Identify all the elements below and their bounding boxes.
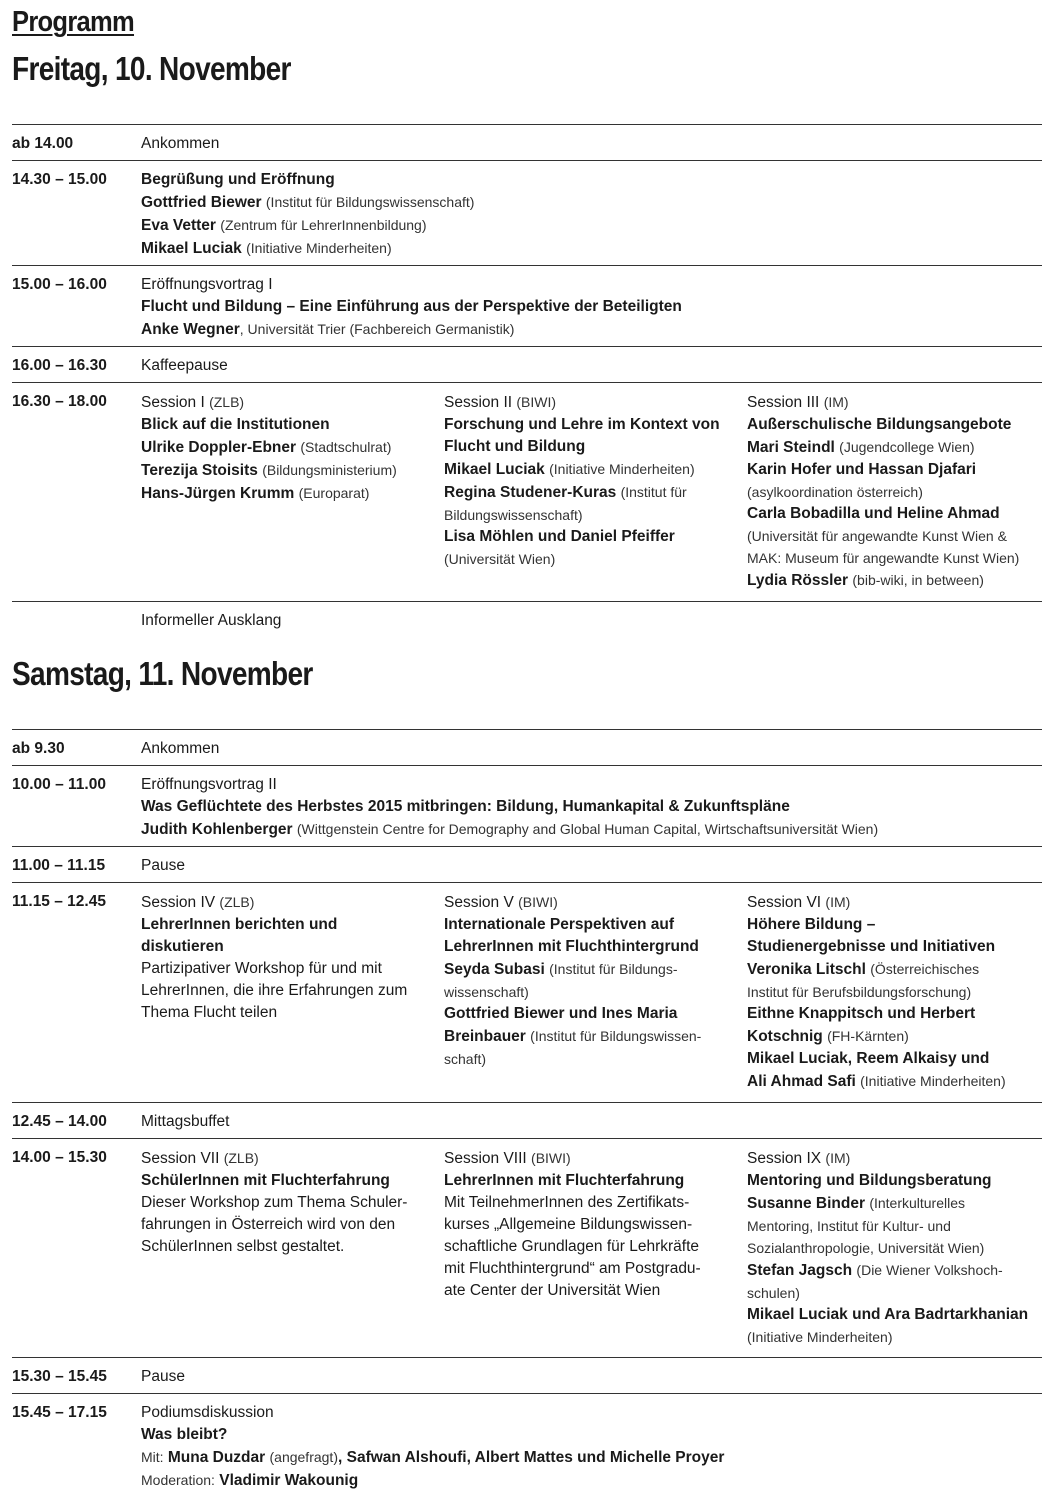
row-title: Was Geflüchtete des Herbstes 2015 mitbringen: Bildung, Humankapital & Zukunftspläne (141, 798, 790, 815)
row-label: Podiumsdiskussion (141, 1404, 274, 1421)
session-title: Studienergebnisse und Initiativen (747, 938, 996, 955)
schedule-row (12, 1357, 1042, 1393)
speaker-org: (Interkulturelles (869, 1195, 966, 1211)
row-text: Kaffeepause (141, 357, 228, 374)
speaker-name: Mikael Luciak und Ara Badrtarkhanian (747, 1306, 1029, 1323)
session-column (747, 1147, 1050, 1348)
session-title: Forschung und Lehre im Kontext von (444, 416, 720, 433)
speaker-org: (Wittgenstein Centre for Demography and Global Human Capital, Wirtschaftsuniversität Wien) (296, 821, 879, 837)
day1-schedule (12, 124, 1042, 637)
row-label: Eröffnungsvortrag I (141, 276, 273, 293)
session-description: ate Center der Universität Wien (444, 1282, 661, 1299)
row-title: Flucht und Bildung – Eine Einführung aus der Perspektive der Beteiligten (141, 298, 682, 315)
session-description: fahrungen in Österreich wird von den (141, 1216, 396, 1233)
session-label: Session III (747, 394, 820, 411)
speaker-org: schulen) (747, 1285, 800, 1301)
panel-prefix: Mit: (141, 1449, 164, 1465)
session-column (141, 391, 444, 592)
schedule-row (12, 846, 1042, 882)
speaker-org: Sozialanthropologie, Universität Wien) (747, 1240, 985, 1256)
speaker-org: (Initiative Minderheiten) (549, 461, 695, 477)
session-label: Session IV (141, 894, 216, 911)
row-time: 15.45 – 17.15 (12, 1404, 107, 1421)
speaker-name: Mikael Luciak (444, 461, 545, 478)
speaker-name: Lisa Möhlen und Daniel Pfeiffer (444, 528, 675, 545)
speaker-name: Muna Duzdar (167, 1449, 266, 1466)
row-text: Pause (141, 857, 185, 874)
session-title: Höhere Bildung – (747, 916, 876, 933)
speaker-org: (Zentrum für LehrerInnenbildung) (220, 217, 427, 233)
session-description: mit Fluchthintergrund“ am Postgradu- (444, 1260, 701, 1277)
speaker-name: Veronika Litschl (747, 961, 866, 978)
session-description: Partizipativer Workshop für und mit (141, 960, 382, 977)
session-column (141, 891, 444, 1093)
session-code: (ZLB) (219, 894, 255, 910)
speaker-name: Regina Studener-Kuras (444, 484, 617, 501)
speaker-org: , Universität Trier (Fachbereich Germanistik) (239, 321, 515, 337)
schedule-row (12, 346, 1042, 382)
session-title: LehrerInnen berichten und (141, 916, 338, 933)
session-title: diskutieren (141, 938, 224, 955)
speaker-org: (Universität Wien) (444, 551, 556, 567)
session-title: Internationale Perspektiven auf (444, 916, 674, 933)
speaker-name: Ali Ahmad Safi (747, 1073, 856, 1090)
day1-title: Freitag, 10. November (12, 50, 291, 87)
speaker-name: Gottfried Biewer und Ines Maria (444, 1005, 678, 1022)
speaker-org: (Universität für angewandte Kunst Wien & (747, 528, 1007, 544)
speaker-org: (Initiative Minderheiten) (747, 1329, 893, 1345)
speaker-name: Gottfried Biewer (141, 194, 262, 211)
schedule-row (12, 382, 1042, 601)
speaker-name: Mari Steindl (747, 439, 835, 456)
speaker-name: Safwan Alshoufi, Albert Mattes und Michelle Proyer (346, 1449, 725, 1466)
separator: , (337, 1449, 343, 1466)
session-description: Mit TeilnehmerInnen des Zertifikats- (444, 1194, 690, 1211)
session-title: LehrerInnen mit Fluchterfahrung (444, 1172, 685, 1189)
session-label: Session VII (141, 1150, 220, 1167)
speaker-name: Karin Hofer und Hassan Djafari (747, 461, 977, 478)
moderation-prefix: Moderation: (141, 1472, 215, 1488)
session-column (444, 391, 747, 592)
speaker-org: wissenschaft) (444, 984, 529, 1000)
speaker-org: (Bildungsministerium) (262, 462, 397, 478)
session-description: Thema Flucht teilen (141, 1004, 278, 1021)
speaker-name: Eva Vetter (141, 217, 216, 234)
session-description: Dieser Workshop zum Thema Schuler- (141, 1194, 408, 1211)
speaker-name: Seyda Subasi (444, 961, 545, 978)
session-code: (ZLB) (209, 394, 245, 410)
row-title: Was bleibt? (141, 1426, 228, 1443)
speaker-org: Institut für Berufsbildungsforschung) (747, 984, 972, 1000)
row-text: Informeller Ausklang (141, 612, 282, 629)
schedule-row (12, 765, 1042, 846)
moderator-name: Vladimir Wakounig (219, 1472, 359, 1489)
day2-title: Samstag, 11. November (12, 655, 313, 692)
speaker-name: Anke Wegner (141, 321, 240, 338)
session-title: LehrerInnen mit Fluchthintergrund (444, 938, 699, 955)
speaker-org: (Initiative Minderheiten) (860, 1073, 1006, 1089)
session-label: Session II (444, 394, 513, 411)
session-column (747, 891, 1050, 1093)
speaker-name: Mikael Luciak (141, 240, 242, 257)
speaker-org: (Institut für (620, 484, 687, 500)
schedule-row (12, 882, 1042, 1102)
speaker-name: Stefan Jagsch (747, 1262, 853, 1279)
speaker-org: schaft) (444, 1051, 487, 1067)
session-description: LehrerInnen, die ihre Erfahrungen zum (141, 982, 408, 999)
row-text: Mittagsbuffet (141, 1113, 230, 1130)
speaker-org: (Institut für Bildungswissenschaft) (265, 194, 475, 210)
session-code: (BIWI) (518, 894, 558, 910)
speaker-org: (Die Wiener Volkshoch- (856, 1262, 1003, 1278)
speaker-name: Hans-Jürgen Krumm (141, 485, 295, 502)
row-time: 12.45 – 14.00 (12, 1113, 107, 1130)
session-title: Mentoring und Bildungsberatung (747, 1172, 992, 1189)
row-time: 11.00 – 11.15 (12, 857, 106, 874)
schedule-row (12, 601, 1042, 637)
speaker-name: Eithne Knappitsch und Herbert (747, 1005, 976, 1022)
session-code: (BIWI) (531, 1150, 571, 1166)
row-time: ab 9.30 (12, 740, 65, 757)
speaker-note: (angefragt) (269, 1449, 338, 1465)
speaker-org: (Stadtschulrat) (300, 439, 392, 455)
schedule-row (12, 1138, 1042, 1357)
row-time: 15.30 – 15.45 (12, 1368, 107, 1385)
session-label: Session VIII (444, 1150, 527, 1167)
schedule-row (12, 124, 1042, 160)
speaker-org: (Österreichisches (870, 961, 980, 977)
session-description: kurses „Allgemeine Bildungswissen- (444, 1216, 693, 1233)
session-title: Blick auf die Institutionen (141, 416, 330, 433)
row-time: ab 14.00 (12, 135, 74, 152)
session-title: SchülerInnen mit Fluchterfahrung (141, 1172, 390, 1189)
schedule-row (12, 729, 1042, 765)
speaker-org: (Initiative Minderheiten) (246, 240, 392, 256)
row-time: 16.30 – 18.00 (12, 393, 107, 410)
schedule-row (12, 160, 1042, 265)
schedule-row (12, 265, 1042, 346)
speaker-org: (FH-Kärnten) (827, 1028, 909, 1044)
speaker-org: (bib-wiki, in between) (852, 572, 984, 588)
session-code: (ZLB) (223, 1150, 259, 1166)
session-description: schaftliche Grundlagen für Lehrkräfte (444, 1238, 700, 1255)
session-description: SchülerInnen selbst gestaltet. (141, 1238, 345, 1255)
row-label: Eröffnungsvortrag II (141, 776, 277, 793)
session-column (444, 1147, 747, 1348)
row-time: 16.00 – 16.30 (12, 357, 107, 374)
speaker-org: Bildungswissenschaft) (444, 507, 583, 523)
row-time: 14.30 – 15.00 (12, 171, 107, 188)
speaker-name: Susanne Binder (747, 1195, 865, 1212)
speaker-name: Kotschnig (747, 1028, 823, 1045)
row-time: 14.00 – 15.30 (12, 1149, 107, 1166)
session-code: (IM) (825, 894, 851, 910)
row-time: 10.00 – 11.00 (12, 776, 106, 793)
schedule-row (12, 1393, 1042, 1497)
speaker-org: (Institut für Bildungs- (549, 961, 678, 977)
session-column (141, 1147, 444, 1348)
speaker-org: (Jugendcollege Wien) (839, 439, 975, 455)
session-column (747, 391, 1050, 592)
speaker-name: Breinbauer (444, 1028, 526, 1045)
session-title: Flucht und Bildung (444, 438, 586, 455)
session-label: Session V (444, 894, 514, 911)
row-title: Begrüßung und Eröffnung (141, 171, 335, 188)
session-code: (BIWI) (516, 394, 557, 410)
speaker-name: Ulrike Doppler-Ebner (141, 439, 297, 456)
day2-schedule (12, 729, 1042, 1497)
speaker-name: Mikael Luciak, Reem Alkaisy und (747, 1050, 990, 1067)
session-label: Session IX (747, 1150, 822, 1167)
program-heading: Programm (12, 6, 135, 38)
session-label: Session I (141, 394, 205, 411)
session-code: (IM) (825, 1150, 851, 1166)
row-text: Pause (141, 1368, 185, 1385)
row-text: Ankommen (141, 135, 220, 152)
speaker-name: Lydia Rössler (747, 572, 849, 589)
session-title: Außerschulische Bildungsangebote (747, 416, 1012, 433)
schedule-row (12, 1102, 1042, 1138)
session-label: Session VI (747, 894, 822, 911)
session-column (444, 891, 747, 1093)
row-time: 11.15 – 12.45 (12, 893, 106, 910)
session-code: (IM) (823, 394, 849, 410)
speaker-name: Terezija Stoisits (141, 462, 258, 479)
speaker-name: Judith Kohlenberger (141, 821, 293, 838)
speaker-name: Carla Bobadilla und Heline Ahmad (747, 505, 1000, 522)
speaker-org: (Institut für Bildungswissen- (530, 1028, 702, 1044)
speaker-org: MAK: Museum für angewandte Kunst Wien) (747, 550, 1020, 566)
row-text: Ankommen (141, 740, 220, 757)
speaker-org: (asylkoordination österreich) (747, 484, 923, 500)
speaker-org: Mentoring, Institut für Kultur- und (747, 1218, 951, 1234)
row-time: 15.00 – 16.00 (12, 276, 107, 293)
speaker-org: (Europarat) (298, 485, 370, 501)
